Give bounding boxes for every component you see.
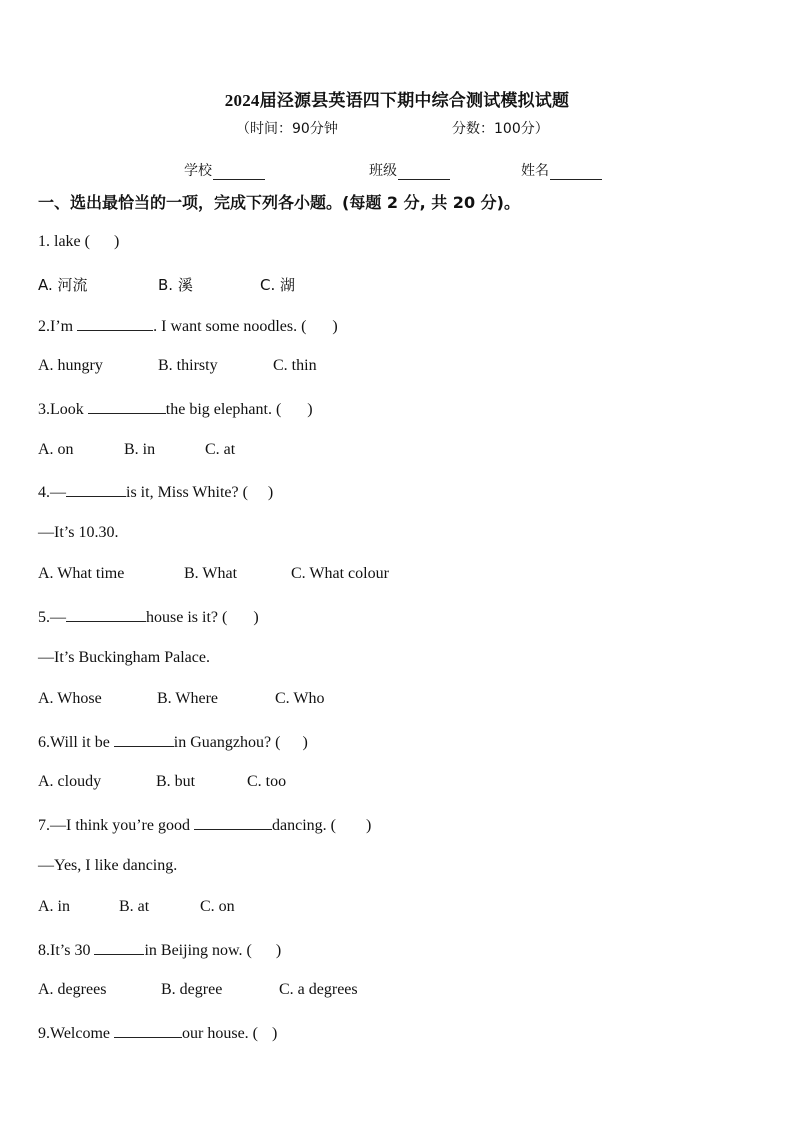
exam-score: 分数：100分） [452, 121, 549, 137]
answer-blank[interactable] [66, 607, 146, 622]
question-stem: 6.Will it be [38, 734, 110, 751]
option-c: C. on [200, 898, 235, 915]
options-4 [38, 565, 389, 583]
question-stem-rest: in Guangzhou? ( [173, 734, 281, 751]
school-field [184, 160, 265, 180]
option-c: C. thin [273, 357, 317, 374]
option-b: B. What [184, 565, 238, 582]
answer-blank[interactable] [94, 940, 144, 955]
question-stem: 3.Look [38, 401, 84, 418]
question-stem-rest: . I want some noodles. ( [153, 318, 307, 335]
option-c: C. at [205, 441, 236, 458]
exam-time: （时间：90分钟 [236, 121, 338, 137]
school-blank[interactable] [213, 163, 265, 180]
question-end: ) [307, 401, 313, 418]
answer-blank[interactable] [88, 399, 166, 414]
option-b: B. but [156, 773, 196, 790]
question-1 [38, 233, 119, 251]
option-b: B. in [124, 441, 156, 458]
answer-blank[interactable] [194, 815, 272, 830]
school-label: 学校 [184, 163, 212, 179]
option-a: A. cloudy [38, 773, 102, 790]
question-stem-rest: is it, Miss White? ( [126, 484, 248, 501]
question-4 [38, 482, 273, 502]
page-title: 2024届泾源县英语四下期中综合测试模拟试题 [224, 91, 570, 110]
name-field [521, 160, 602, 180]
name-blank[interactable] [550, 163, 602, 180]
option-b: B. Where [157, 690, 219, 707]
option-a: A. 河流 [38, 276, 88, 294]
question-end: ) [365, 817, 372, 834]
question-stem-rest: our house. ( [182, 1025, 258, 1042]
option-c: C. What colour [291, 565, 389, 582]
option-b: B. at [119, 898, 150, 915]
question-stem: 7.—I think you’re good [38, 817, 190, 834]
question-stem-rest: the big elephant. ( [165, 401, 282, 418]
answer-blank[interactable] [66, 482, 126, 497]
question-stem: 2.I’m [38, 318, 74, 335]
options-8 [38, 981, 358, 999]
answer-blank[interactable] [114, 732, 174, 747]
options-5 [38, 690, 324, 708]
option-a: A. What time [38, 565, 125, 582]
options-2 [38, 357, 317, 375]
option-c: C. Who [275, 690, 325, 707]
option-a: A. in [38, 898, 70, 915]
option-a: A. hungry [38, 357, 103, 374]
question-end: ) [275, 942, 282, 959]
question-end: ) [302, 734, 308, 751]
question-stem-rest: in Beijing now. ( [144, 942, 252, 959]
answer-line-7: —Yes, I like dancing. [38, 857, 178, 874]
question-end: ) [267, 484, 274, 501]
option-a: A. degrees [38, 981, 107, 998]
question-end: ) [272, 1025, 278, 1042]
question-9 [38, 1023, 277, 1043]
options-7 [38, 898, 235, 916]
section-heading: 一、选出最恰当的一项，完成下列各小题。(每题 2 分, 共 20 分)。 [38, 193, 520, 212]
answer-blank[interactable] [114, 1023, 182, 1038]
question-8 [38, 940, 281, 960]
option-b: B. degree [161, 981, 223, 998]
question-stem: 8.It’s 30 [38, 942, 91, 959]
question-6 [38, 732, 308, 752]
option-c: C. too [247, 773, 287, 790]
option-b: B. 溪 [158, 276, 193, 294]
class-blank[interactable] [398, 163, 450, 180]
option-b: B. thirsty [158, 357, 218, 374]
question-end: ) [253, 609, 259, 626]
option-c: C. a degrees [279, 981, 358, 998]
class-field [369, 160, 450, 180]
question-end: ) [332, 318, 338, 335]
option-c: C. 湖 [260, 276, 296, 294]
answer-blank[interactable] [77, 316, 153, 331]
question-stem: 5.— [38, 609, 66, 626]
question-stem-rest: dancing. ( [271, 817, 336, 834]
options-3 [38, 441, 235, 459]
class-label: 班级 [369, 163, 397, 179]
question-2 [38, 316, 338, 336]
question-3 [38, 399, 313, 419]
question-stem: 4.— [38, 484, 66, 501]
answer-line-4: —It’s 10.30. [38, 524, 119, 541]
option-a: A. on [38, 441, 74, 458]
question-end: ) [113, 233, 120, 250]
option-a: A. Whose [38, 690, 102, 707]
question-stem-rest: house is it? ( [146, 609, 228, 626]
options-6 [38, 773, 286, 791]
question-stem: 9.Welcome [38, 1025, 111, 1042]
question-stem: 1. lake ( [38, 233, 90, 250]
name-label: 姓名 [521, 163, 549, 179]
question-5 [38, 607, 259, 627]
options-1 [38, 274, 295, 295]
answer-line-5: —It’s Buckingham Palace. [38, 649, 210, 666]
question-7 [38, 815, 371, 835]
